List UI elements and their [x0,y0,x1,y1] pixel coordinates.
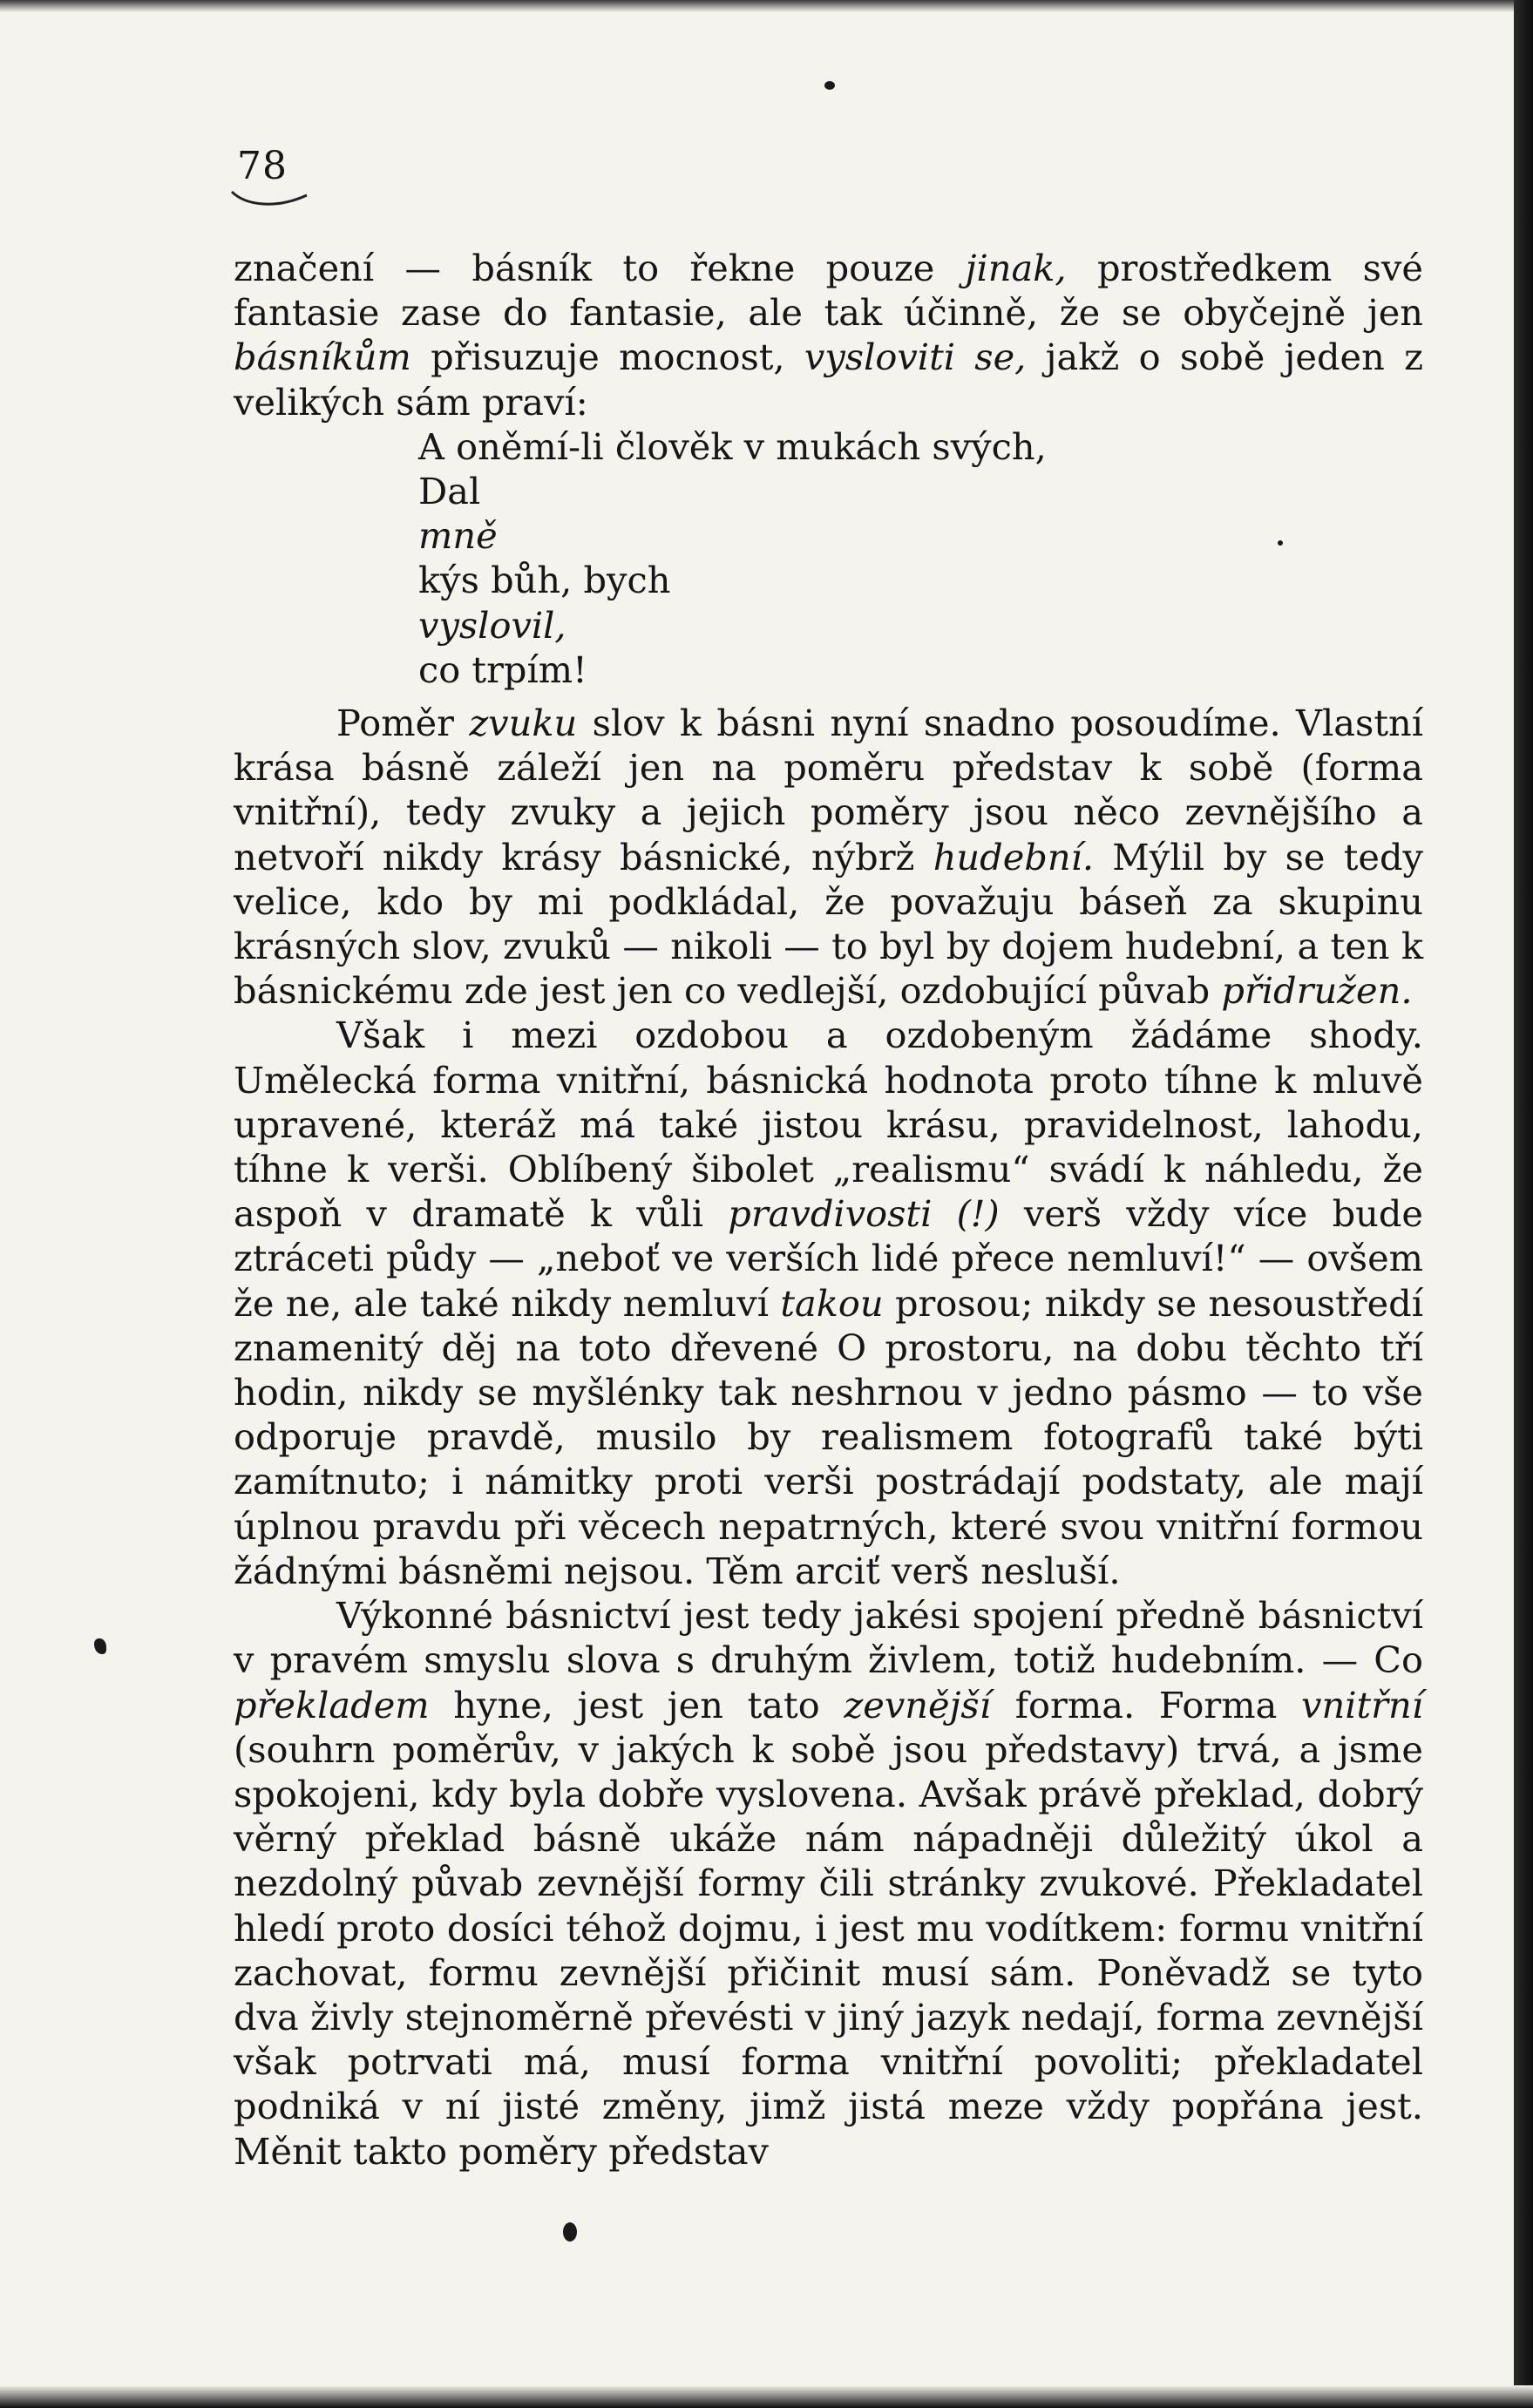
page-number: 78 [237,144,288,188]
text-run: forma. Forma [991,1683,1302,1726]
text-run: hyne, jest jen tato [429,1683,845,1726]
ink-spot [824,81,835,90]
paragraph-2 [234,701,1423,1013]
paragraph-4 [234,1593,1423,2174]
italic-text: vyslovil, [418,603,566,647]
italic-text: vnitřní [1301,1683,1423,1726]
text-run: Mýlil by se tedy velice, kdo by mi podkládal, že považuju báseň za skupinu krásných slov, zvuků — nikoli — to byl by dojem hudební, a ten k básnickému zde jest jen co vedlejší, ozdobující půvab [234,835,1423,1013]
text-run: (souhrn poměrův, v jakých k sobě jsou představy) trvá, a jsme spokojeni, kdy byla dobře vyslovena. Avšak právě překlad, dobrý věrný překlad básně ukáže nám nápadněji důležitý úkol a nezdolný půvab zevnější formy čili stránky zvukové. Překladatel hledí proto dosíci téhož dojmu, i jest mu vodítkem: formu vnitřní zachovat, formu zevnější přičinit musí sám. Poněvadž se tyto dva živly stejnoměrně převésti v jiný jazyk nedají, forma zevnější však potrvati má, musí forma vnitřní povoliti; překladatel podniká v ní jisté změny, jimž jistá meze vždy popřána jest. Měnit takto poměry představ [234,1727,1423,2173]
text-run: prosou; nikdy se nesoustředí znamenitý děj na toto dřevené O prostoru, na dobu těchto tří hodin, nikdy se myšlénky tak neshrnou v jedno pásmo — to vše odporuje pravdě, musilo by realismem fotografů také býti zamítnuto; i námitky proti verši postrádají podstaty, ale mají úplnou pravdu při věcech nepatrných, které svou vnitřní formou žádnými básněmi nejsou. Těm arciť verš nesluší. [234,1281,1424,1592]
page-bottom-edge [0,2385,1533,2408]
text-run: Poměr [336,702,470,745]
text-run: Výkonné básnictví jest tedy jakési spojení předně básnictví v pravém smyslu slova s druhým živlem, totiž hudebním. — Co [234,1594,1423,1682]
italic-text: zvuku [469,702,578,745]
italic-text: básníkům [234,336,411,379]
ink-spot [94,1638,106,1654]
verse-line-1 [418,424,1423,469]
italic-text: mně [418,514,498,558]
italic-text: pravdivosti (!) [728,1192,1000,1236]
text-run: verš vždy více bude ztráceti půdy — „neboť ve verších lidé přece nemluví!“ — ovšem že ne, ale také nikdy nemluví [234,1192,1423,1325]
page-right-edge [1514,0,1533,2408]
text-run: značení — básník to řekne pouze [234,247,966,289]
paragraph-1 [234,246,1423,424]
italic-text: přidružen. [1221,969,1413,1013]
text-run: jakž o sobě jeden z velikých sám praví: [234,336,1423,424]
page-number-swash [228,187,311,211]
text-run: A oněmí-li člověk v mukách svých, [418,424,1047,468]
page-top-edge [0,0,1533,12]
verse-quotation [234,424,1423,692]
text-run: prostředkem své fantasie zase do fantasie, ale tak účinně, že se obyčejně jen [234,247,1423,335]
verse-line-2 [418,469,1423,692]
italic-text: takou [780,1281,884,1325]
text-run: Však i mezi ozdobou a ozdobeným žádáme shody. Umělecká forma vnitřní, básnická hodnota proto tíhne k mluvě upravené, kteráž má také jistou krásu, pravidelnost, lahodu, tíhne k verši. Oblíbený šibolet „realismu“ svádí k náhledu, že aspoň v dramatě k vůli [234,1014,1423,1236]
text-run: kýs bůh, bych [418,559,671,602]
italic-text: vysloviti se, [804,336,1027,379]
italic-text: jinak, [965,247,1067,289]
ink-spot [1278,540,1283,546]
text-run: Dal [418,470,481,513]
italic-text: zevnější [844,1683,991,1726]
text-run: co trpím! [418,648,587,691]
paragraph-3 [234,1013,1423,1593]
italic-text: překladem [234,1683,430,1726]
ink-spot [563,2222,577,2242]
text-run: přisuzuje mocnost, [410,336,804,379]
italic-text: hudební. [933,835,1095,878]
body-text [234,246,1423,2174]
text-run: slov k básni nyní snadno posoudíme. Vlastní krása básně záleží jen na poměru představ k sobě (forma vnitřní), tedy zvuky a jejich poměry jsou něco zevnějšího a netvoří nikdy krásy básnické, nýbrž [234,702,1423,878]
